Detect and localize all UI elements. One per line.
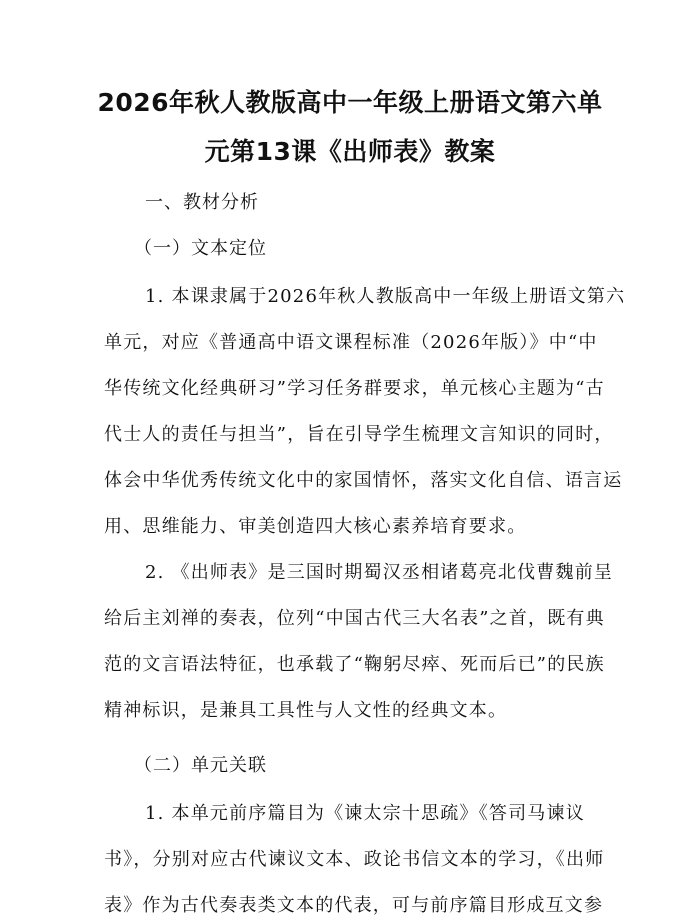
paragraph-line: 用、思维能力、审美创造四大核心素养培育要求。 <box>104 516 527 537</box>
paragraph-line: 范的文言语法特征，也承载了“鞠躬尽瘁、死而后已”的民族 <box>104 654 605 675</box>
paragraph-line: 代士人的责任与担当”，旨在引导学生梳理文言知识的同时， <box>104 424 614 445</box>
paragraph-line: 书》，分别对应古代谏议文本、政论书信文本的学习，《出师 <box>104 849 605 870</box>
paragraph-line: 表》作为古代奏表类文本的代表，可与前序篇目形成互文参 <box>104 895 604 916</box>
paragraph-line: 体会中华优秀传统文化中的家国情怀，落实文化自信、语言运 <box>104 470 623 491</box>
paragraph-line: 精神标识，是兼具工具性与人文性的经典文本。 <box>104 700 508 721</box>
paragraph-line: 华传统文化经典研习”学习任务群要求，单元核心主题为“古 <box>104 378 605 399</box>
paragraph-line: 1. 本课隶属于2026年秋人教版高中一年级上册语文第六 <box>145 286 626 307</box>
subsection-heading-text-positioning: （一）文本定位 <box>134 238 267 259</box>
paragraph-line: 1. 本单元前序篇目为《谏太宗十思疏》《答司马谏议 <box>145 803 585 824</box>
document-title-line-2: 元第13课《出师表》教案 <box>204 137 496 166</box>
document-title-line-1: 2026年秋人教版高中一年级上册语文第六单 <box>97 88 603 117</box>
section-heading-analysis: 一、教材分析 <box>145 192 259 213</box>
subsection-heading-unit-relation: （二）单元关联 <box>134 755 267 776</box>
paragraph-line: 单元，对应《普通高中语文课程标准（2026年版）》中“中 <box>104 332 598 353</box>
paragraph-line: 2. 《出师表》是三国时期蜀汉丞相诸葛亮北伐曹魏前呈 <box>145 562 614 583</box>
paragraph-line: 给后主刘禅的奏表，位列“中国古代三大名表”之首，既有典 <box>104 608 605 629</box>
